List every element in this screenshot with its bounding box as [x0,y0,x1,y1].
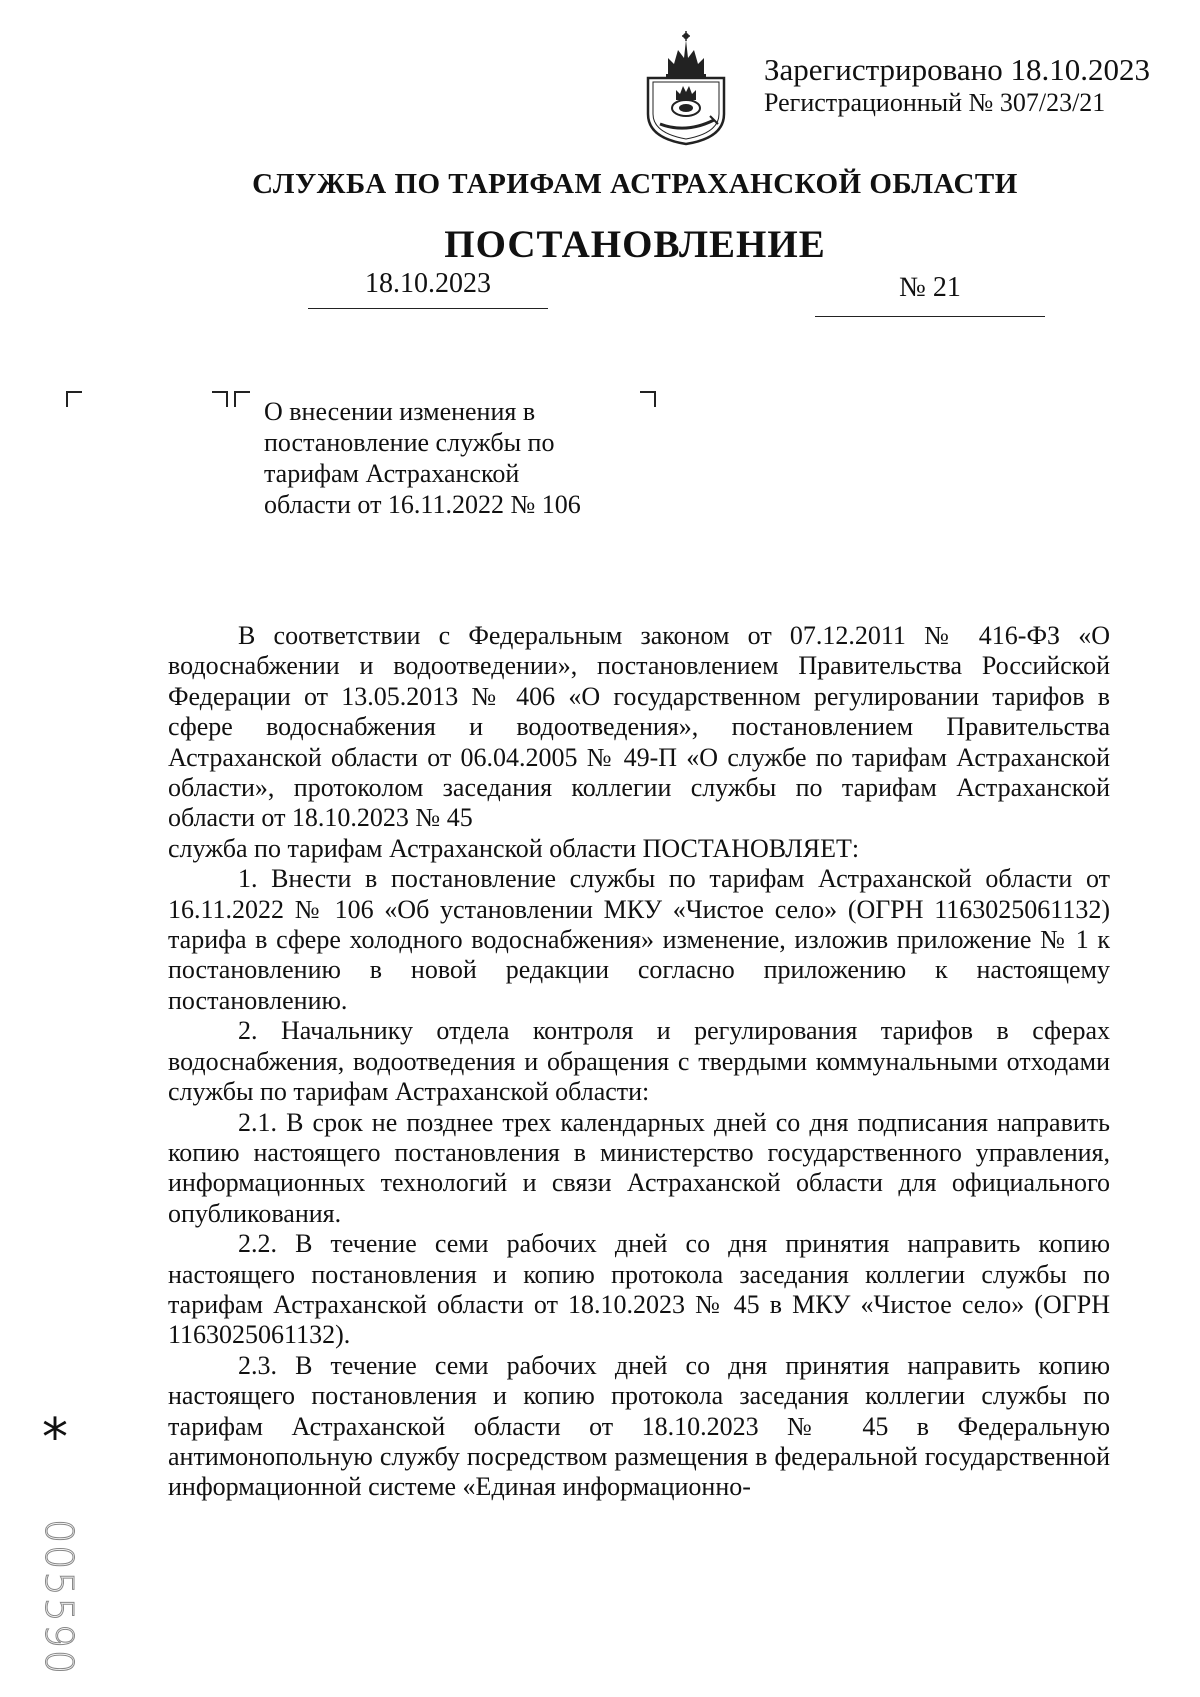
clause-2-3: 2.3. В течение семи рабочих дней со дня принятия направить копию настоящего постановления и копию протокола заседания коллегии службы по тарифам Астраханской области от 18.10.2023 № 45 в Федеральную антимонопольную службу посредством размещения в федеральной государственной информационной системе «Единая информационно- [168,1350,1110,1502]
coat-of-arms-icon [638,28,734,146]
corner-mark [212,391,228,407]
corner-mark [640,391,656,407]
registration-number: Регистрационный № 307/23/21 [764,88,1106,117]
corner-mark [66,391,82,407]
clause-2-2: 2.2. В течение семи рабочих дней со дня принятия направить копию настоящего постановления и копию протокола заседания коллегии службы по тарифам Астраханской области от 18.10.2023 № 45 в МКУ «Чистое село» (ОГРН 1163025061132). [168,1229,1110,1350]
document-number: № 21 [815,272,1045,317]
stamp-number-text: 005590 [37,1519,81,1677]
resolves-line: служба по тарифам Астраханской области ПОСТАНОВЛЯЕТ: [168,833,860,863]
preamble-paragraph: В соответствии с Федеральным законом от 07.12.2011 № 416-ФЗ «О водоснабжении и водоотведении», постановлением Правительства Российской Федерации от 13.05.2013 № 406 «О государственном регулировании тарифов в сфере водоснабжения и водоотведения», постановлением Правительства Астраханской области от 06.04.2005 № 49-П «О службе по тарифам Астраханской области», протоколом заседания коллегии службы по тарифам Астраханской области от 18.10.2023 № 45 [168,621,1110,833]
subject-line: постановление службы по [264,428,555,457]
registration-date: Зарегистрировано 18.10.2023 [764,52,1150,87]
agency-name: СЛУЖБА ПО ТАРИФАМ АСТРАХАНСКОЙ ОБЛАСТИ [252,168,1018,200]
subject-line: О внесении изменения в [264,397,536,426]
corner-mark [234,391,250,407]
subject-line: области от 16.11.2022 № 106 [264,490,581,519]
margin-stamp-number [32,1519,84,1677]
clause-1: 1. Внести в постановление службы по тарифам Астраханской области от 16.11.2022 № 106 «Об установлении МКУ «Чистое село» (ОГРН 1163025061132) тарифа в сфере холодного водоснабжения» изменение, изложив приложение № 1 к постановлению в новой редакции согласно приложению к настоящему постановлению. [168,864,1110,1015]
clause-2: 2. Начальнику отдела контроля и регулирования тарифов в сферах водоснабжения, водоотведения и обращения с твердыми коммунальными отходами службы по тарифам Астраханской области: [168,1016,1110,1107]
clause-2-1: 2.1. В срок не позднее трех календарных дней со дня подписания направить копию настоящего постановления в министерство государственного управления, информационных технологий и связи Астраханской области для официального опубликования. [168,1107,1110,1228]
document-body [168,621,1110,1503]
document-subject [264,396,626,520]
margin-asterisk: * [42,1408,68,1468]
document-date: 18.10.2023 [308,268,548,309]
subject-line: тарифам Астраханской [264,459,520,488]
document-type: ПОСТАНОВЛЕНИЕ [444,223,826,266]
